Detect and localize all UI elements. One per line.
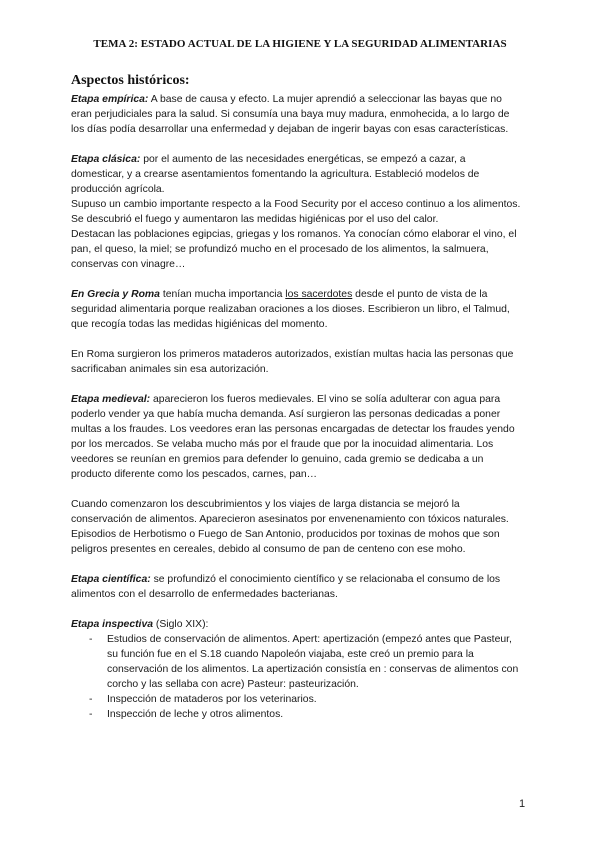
paragraph-fuego: Se descubrió el fuego y aumentaron las medidas higiénicas por el uso del calor. bbox=[71, 214, 439, 225]
text-etapa-cientifica: se profundizó el conocimiento científico y se relacionaba el consumo de los alimentos con el desarrollo de enfermedades bacterianas. bbox=[71, 574, 501, 600]
text-etapa-inspectiva: (Siglo XIX): bbox=[153, 619, 209, 630]
label-etapa-inspectiva: Etapa inspectiva bbox=[71, 619, 154, 630]
label-etapa-medieval: Etapa medieval: bbox=[71, 394, 151, 405]
text-etapa-empirica: A base de causa y efecto. La mujer aprendió a seleccionar las bayas que no eran perjudiciales para la salud. Si consumía una baya muy madura, enmohecida, a lo largo de los días podía desarrollar una enfermedad y dejaban de ingerir bayas con esas características. bbox=[71, 94, 510, 135]
text-grecia-roma-post: desde el punto de vista de la seguridad alimentaria porque realizaban oraciones a los dioses. Escribieron un libro, el Talmud, que recogía todas las medidas higiénicas del momento. bbox=[71, 289, 510, 330]
text-grecia-roma-pre: tenían mucha importancia bbox=[159, 289, 286, 300]
document-title: TEMA 2: ESTADO ACTUAL DE LA HIGIENE Y LA SEGURIDAD ALIMENTARIAS bbox=[93, 38, 507, 50]
inspectiva-list bbox=[71, 632, 521, 722]
paragraph-descubrimientos: Cuando comenzaron los descubrimientos y los viajes de larga distancia se mejoró la conservación de alimentos. Aparecieron asesinatos por envenenamiento con tóxicos naturales. bbox=[71, 499, 509, 525]
paragraph-food-security: Supuso un cambio importante respecto a la Food Security por el acceso continuo a los alimentos. bbox=[71, 199, 521, 210]
document-body bbox=[71, 72, 521, 722]
paragraph-etapa-inspectiva bbox=[71, 617, 521, 632]
list-item: - Inspección de leche y otros alimentos. bbox=[107, 707, 521, 722]
text-etapa-medieval: aparecieron los fueros medievales. El vino se solía adulterar con agua para poderlo vender ya que había mucha demanda. Así surgieron las personas dedicadas a poner multas a los fraudes. Los veedores eran las personas encargadas de detectar los fraudes yendo por los mercados. Se velaba mucho más por el fraude que por la inocuidad alimentaria. Los veedores se reunían en gremios para defender lo genuino, cada gremio se dedicaba a un producto diferente como los pescados, carnes, pan… bbox=[71, 394, 515, 480]
section-heading: Aspectos históricos: bbox=[71, 73, 190, 88]
label-etapa-clasica: Etapa clásica: bbox=[71, 154, 141, 165]
paragraph-etapa-empirica bbox=[71, 92, 521, 137]
paragraph-herbotismo: Episodios de Herbotismo o Fuego de San Antonio, producidos por toxinas de mohos que son peligros presentes en cereales, debido al consumo de pan de centeno con ese moho. bbox=[71, 529, 500, 555]
paragraph-poblaciones: Destacan las poblaciones egipcias, griegas y los romanos. Ya conocían cómo elaborar el vino, el pan, el queso, la miel; se profundizó mucho en el procesado de los alimentos, la salmuera, conservas con vinagre… bbox=[71, 229, 517, 270]
label-etapa-cientifica: Etapa científica: bbox=[71, 574, 151, 585]
underlined-sacerdotes: los sacerdotes bbox=[285, 289, 353, 300]
list-item: - Estudios de conservación de alimentos. Apert: apertización (empezó antes que Pasteur, su función fue en el S.18 cuando Napoleón viajaba, este creó un premio para la conservación de los alimentos. La apertización consistía en : conservas de alimentos con corcho y las sellaba con acre) Pasteur: pasteurización. bbox=[107, 632, 521, 692]
paragraph-roma-mataderos: En Roma surgieron los primeros mataderos autorizados, existían multas hacia las personas que sacrificaban animales sin esa autorización. bbox=[71, 349, 514, 375]
label-grecia-roma: En Grecia y Roma bbox=[71, 289, 160, 300]
list-item: - Inspección de mataderos por los veterinarios. bbox=[107, 692, 521, 707]
paragraph-grecia-roma bbox=[71, 287, 521, 332]
paragraph-etapa-clasica bbox=[71, 152, 521, 197]
paragraph-etapa-cientifica bbox=[71, 572, 521, 602]
label-etapa-empirica: Etapa empírica: bbox=[71, 94, 149, 105]
text-etapa-clasica: por el aumento de las necesidades energéticas, se empezó a cazar, a domesticar, y a crearse asentamientos fomentando la agricultura. Estableció modelos de producción agrícola. bbox=[71, 154, 480, 195]
page-number: 1 bbox=[519, 798, 526, 810]
paragraph-etapa-medieval bbox=[71, 392, 521, 482]
